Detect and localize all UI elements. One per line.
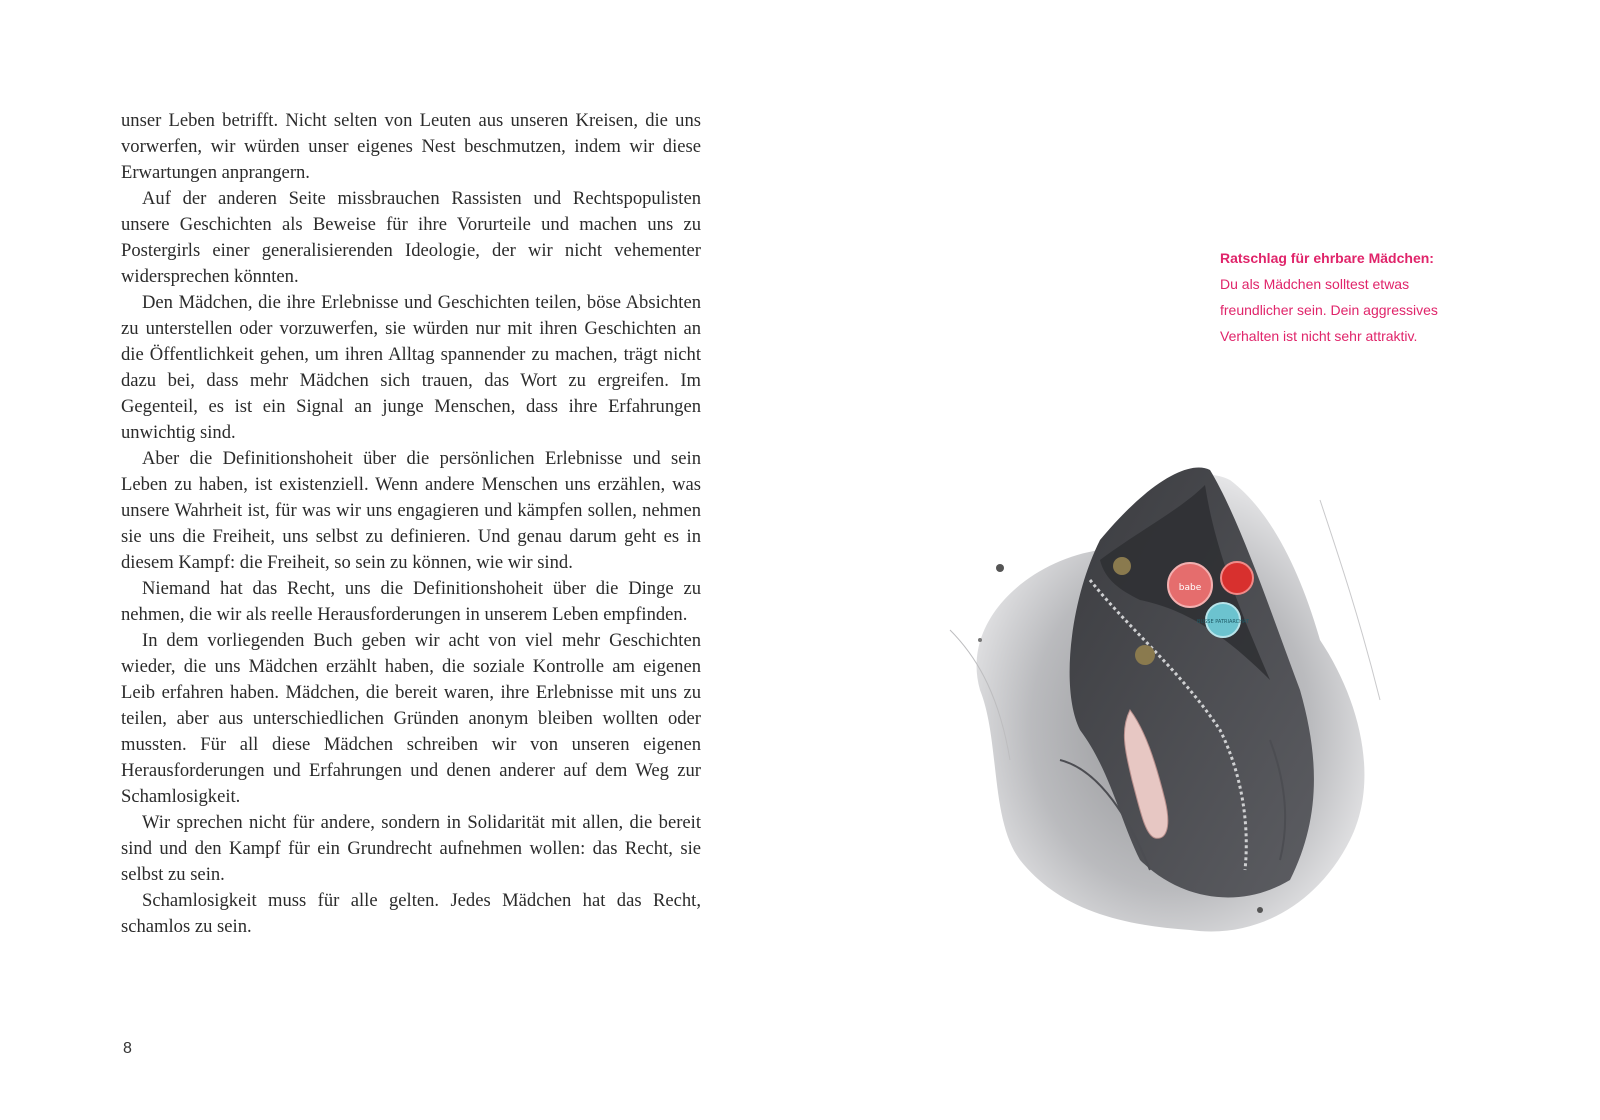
badge-red — [1221, 562, 1253, 594]
sidebar-note — [1220, 245, 1480, 349]
paragraph-8: Schamlosigkeit muss für alle gelten. Jedes Mädchen hat das Recht, schamlos zu sein. — [121, 890, 701, 937]
paragraph-3: Den Mädchen, die ihre Erlebnisse und Geschichten teilen, böse Absichten zu unterstellen oder vorzuwerfen, sie würden nur mit ihren Geschichten an die Öffentlichkeit gehen, um ihren Alltag spannender zu machen, trägt nicht dazu bei, dass mehr Mädchen sich trauen, das Wort zu ergreifen. Im Gegenteil, es ist ein Signal an junge Menschen, dass ihre Erfahrungen unwichtig sind. — [121, 292, 701, 443]
paragraph-5: Niemand hat das Recht, uns die Definitionshoheit über die Dinge zu nehmen, die wir als reelle Herausforderungen in unserem Leben empfinden. — [121, 578, 701, 625]
page-number: 8 — [123, 1040, 132, 1057]
paragraph-2: Auf der anderen Seite missbrauchen Rassisten und Rechtspopulisten unsere Geschichten als Beweise für ihre Vorurteile und machen uns zu Postergirls einer generalisierenden Ideologie, der wir nicht vehementer widersprechen könnten. — [121, 188, 701, 287]
left-page-text — [121, 108, 701, 940]
paragraph-4: Aber die Definitionshoheit über die persönlichen Erlebnisse und sein Leben zu haben, ist existenziell. Wenn andere Menschen uns erzählen, was unsere Wahrheit ist, für was wir uns engagieren und kämpfen sollen, nehmen sie uns die Freiheit, uns selbst zu definieren. Und genau darum geht es in diesem Kampf: die Freiheit, so sein zu können, wie wir sind. — [121, 448, 701, 573]
paragraph-1: unser Leben betrifft. Nicht selten von Leuten aus unseren Kreisen, die uns vorwerfen, wir würden unser eigenes Nest beschmutzen, indem wir diese Erwartungen anprangern. — [121, 110, 701, 183]
paragraph-6: In dem vorliegenden Buch geben wir acht von viel mehr Geschichten wieder, die uns Mädchen erzählt haben, die soziale Kontrolle am eigenen Leib erfahren haben. Mädchen, die bereit waren, ihre Erlebnisse mit uns zu teilen, aber aus unterschiedlichen Gründen anonym bleiben wollten oder mussten. Für all diese Mädchen schreiben wir von unseren eigenen Herausforderungen und Erfahrungen und denen anderer auf dem Weg zur Schamlosigkeit. — [121, 630, 701, 807]
paragraph-7: Wir sprechen nicht für andere, sondern in Solidarität mit allen, die bereit sind und den Kampf für ein Grundrecht aufnehmen wollen: das Recht, sie selbst zu sein. — [121, 812, 701, 885]
sidebar-note-title: Ratschlag für ehrbare Mädchen: — [1220, 250, 1434, 266]
jacket-illustration — [940, 440, 1400, 960]
sidebar-note-body: Du als Mädchen solltest etwas freundlicher sein. Dein aggressives Verhalten ist nicht sehr attraktiv. — [1220, 276, 1438, 344]
badge-text-blue: BUSSE PATRIARCHAT — [1197, 619, 1249, 625]
badge-text-babe: babe — [1178, 583, 1202, 593]
